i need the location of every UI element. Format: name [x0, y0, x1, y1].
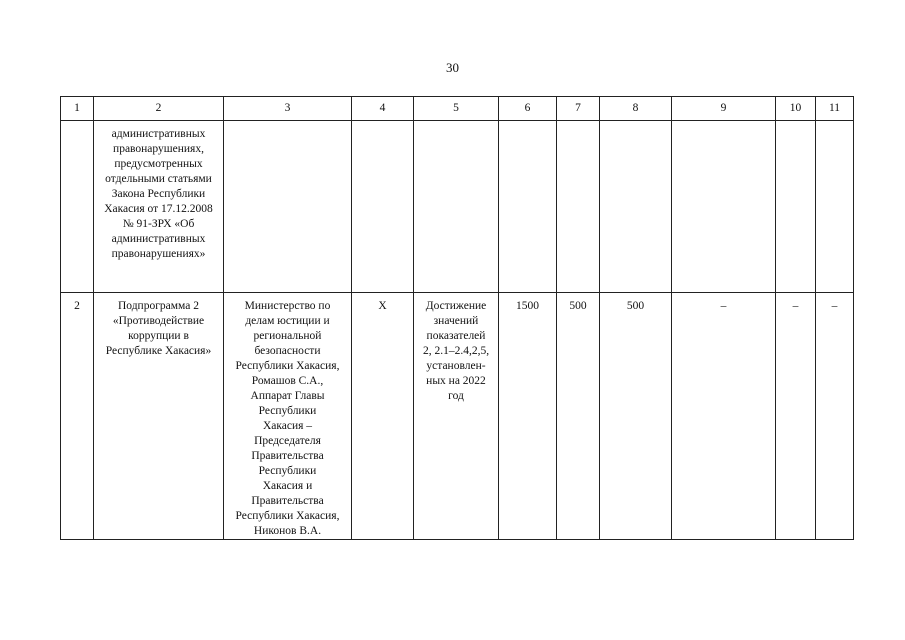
table-cell	[224, 121, 352, 293]
table-cell: административных правонарушениях, предусмотренных отдельными статьями Закона Республики Хакасия от 17.12.2008 № 91-ЗРХ «Об административных правонарушениях»	[94, 121, 224, 293]
header-cell: 3	[224, 97, 352, 121]
table-cell	[414, 121, 499, 293]
header-cell: 4	[352, 97, 414, 121]
table-cell: Министерство по делам юстиции и региональной безопасности Республики Хакасия, Ромашов С.А., Аппарат Главы Республики Хакасия – Председателя Правительства Республики Хакасия и Правительства Республики Хакасия, Никонов В.А.	[224, 293, 352, 540]
header-cell: 9	[672, 97, 776, 121]
table-cell: –	[776, 293, 816, 540]
header-cell: 6	[499, 97, 557, 121]
header-cell: 2	[94, 97, 224, 121]
table-cell	[352, 121, 414, 293]
table-cell	[816, 121, 854, 293]
page-number: 30	[446, 60, 459, 75]
table-cell: 2	[61, 293, 94, 540]
table-cell	[600, 121, 672, 293]
table-cell	[61, 121, 94, 293]
table-cell: –	[672, 293, 776, 540]
table-cell: –	[816, 293, 854, 540]
table-cell: Достижение значений показателей 2, 2.1–2.4,2,5, установлен- ных на 2022 год	[414, 293, 499, 540]
table-header-row	[61, 97, 854, 121]
header-cell: 5	[414, 97, 499, 121]
table-cell	[499, 121, 557, 293]
table-cell	[557, 121, 600, 293]
header-cell: 7	[557, 97, 600, 121]
table-cell: 500	[600, 293, 672, 540]
table-cell: 500	[557, 293, 600, 540]
header-cell: 11	[816, 97, 854, 121]
table-cell	[776, 121, 816, 293]
data-table	[60, 96, 854, 540]
table-cell: Х	[352, 293, 414, 540]
table-row	[61, 293, 854, 540]
header-cell: 8	[600, 97, 672, 121]
header-cell: 10	[776, 97, 816, 121]
table-cell	[672, 121, 776, 293]
header-cell: 1	[61, 97, 94, 121]
table-row	[61, 121, 854, 293]
table-cell: Подпрограмма 2 «Противодействие коррупции в Республике Хакасия»	[94, 293, 224, 540]
table-cell: 1500	[499, 293, 557, 540]
